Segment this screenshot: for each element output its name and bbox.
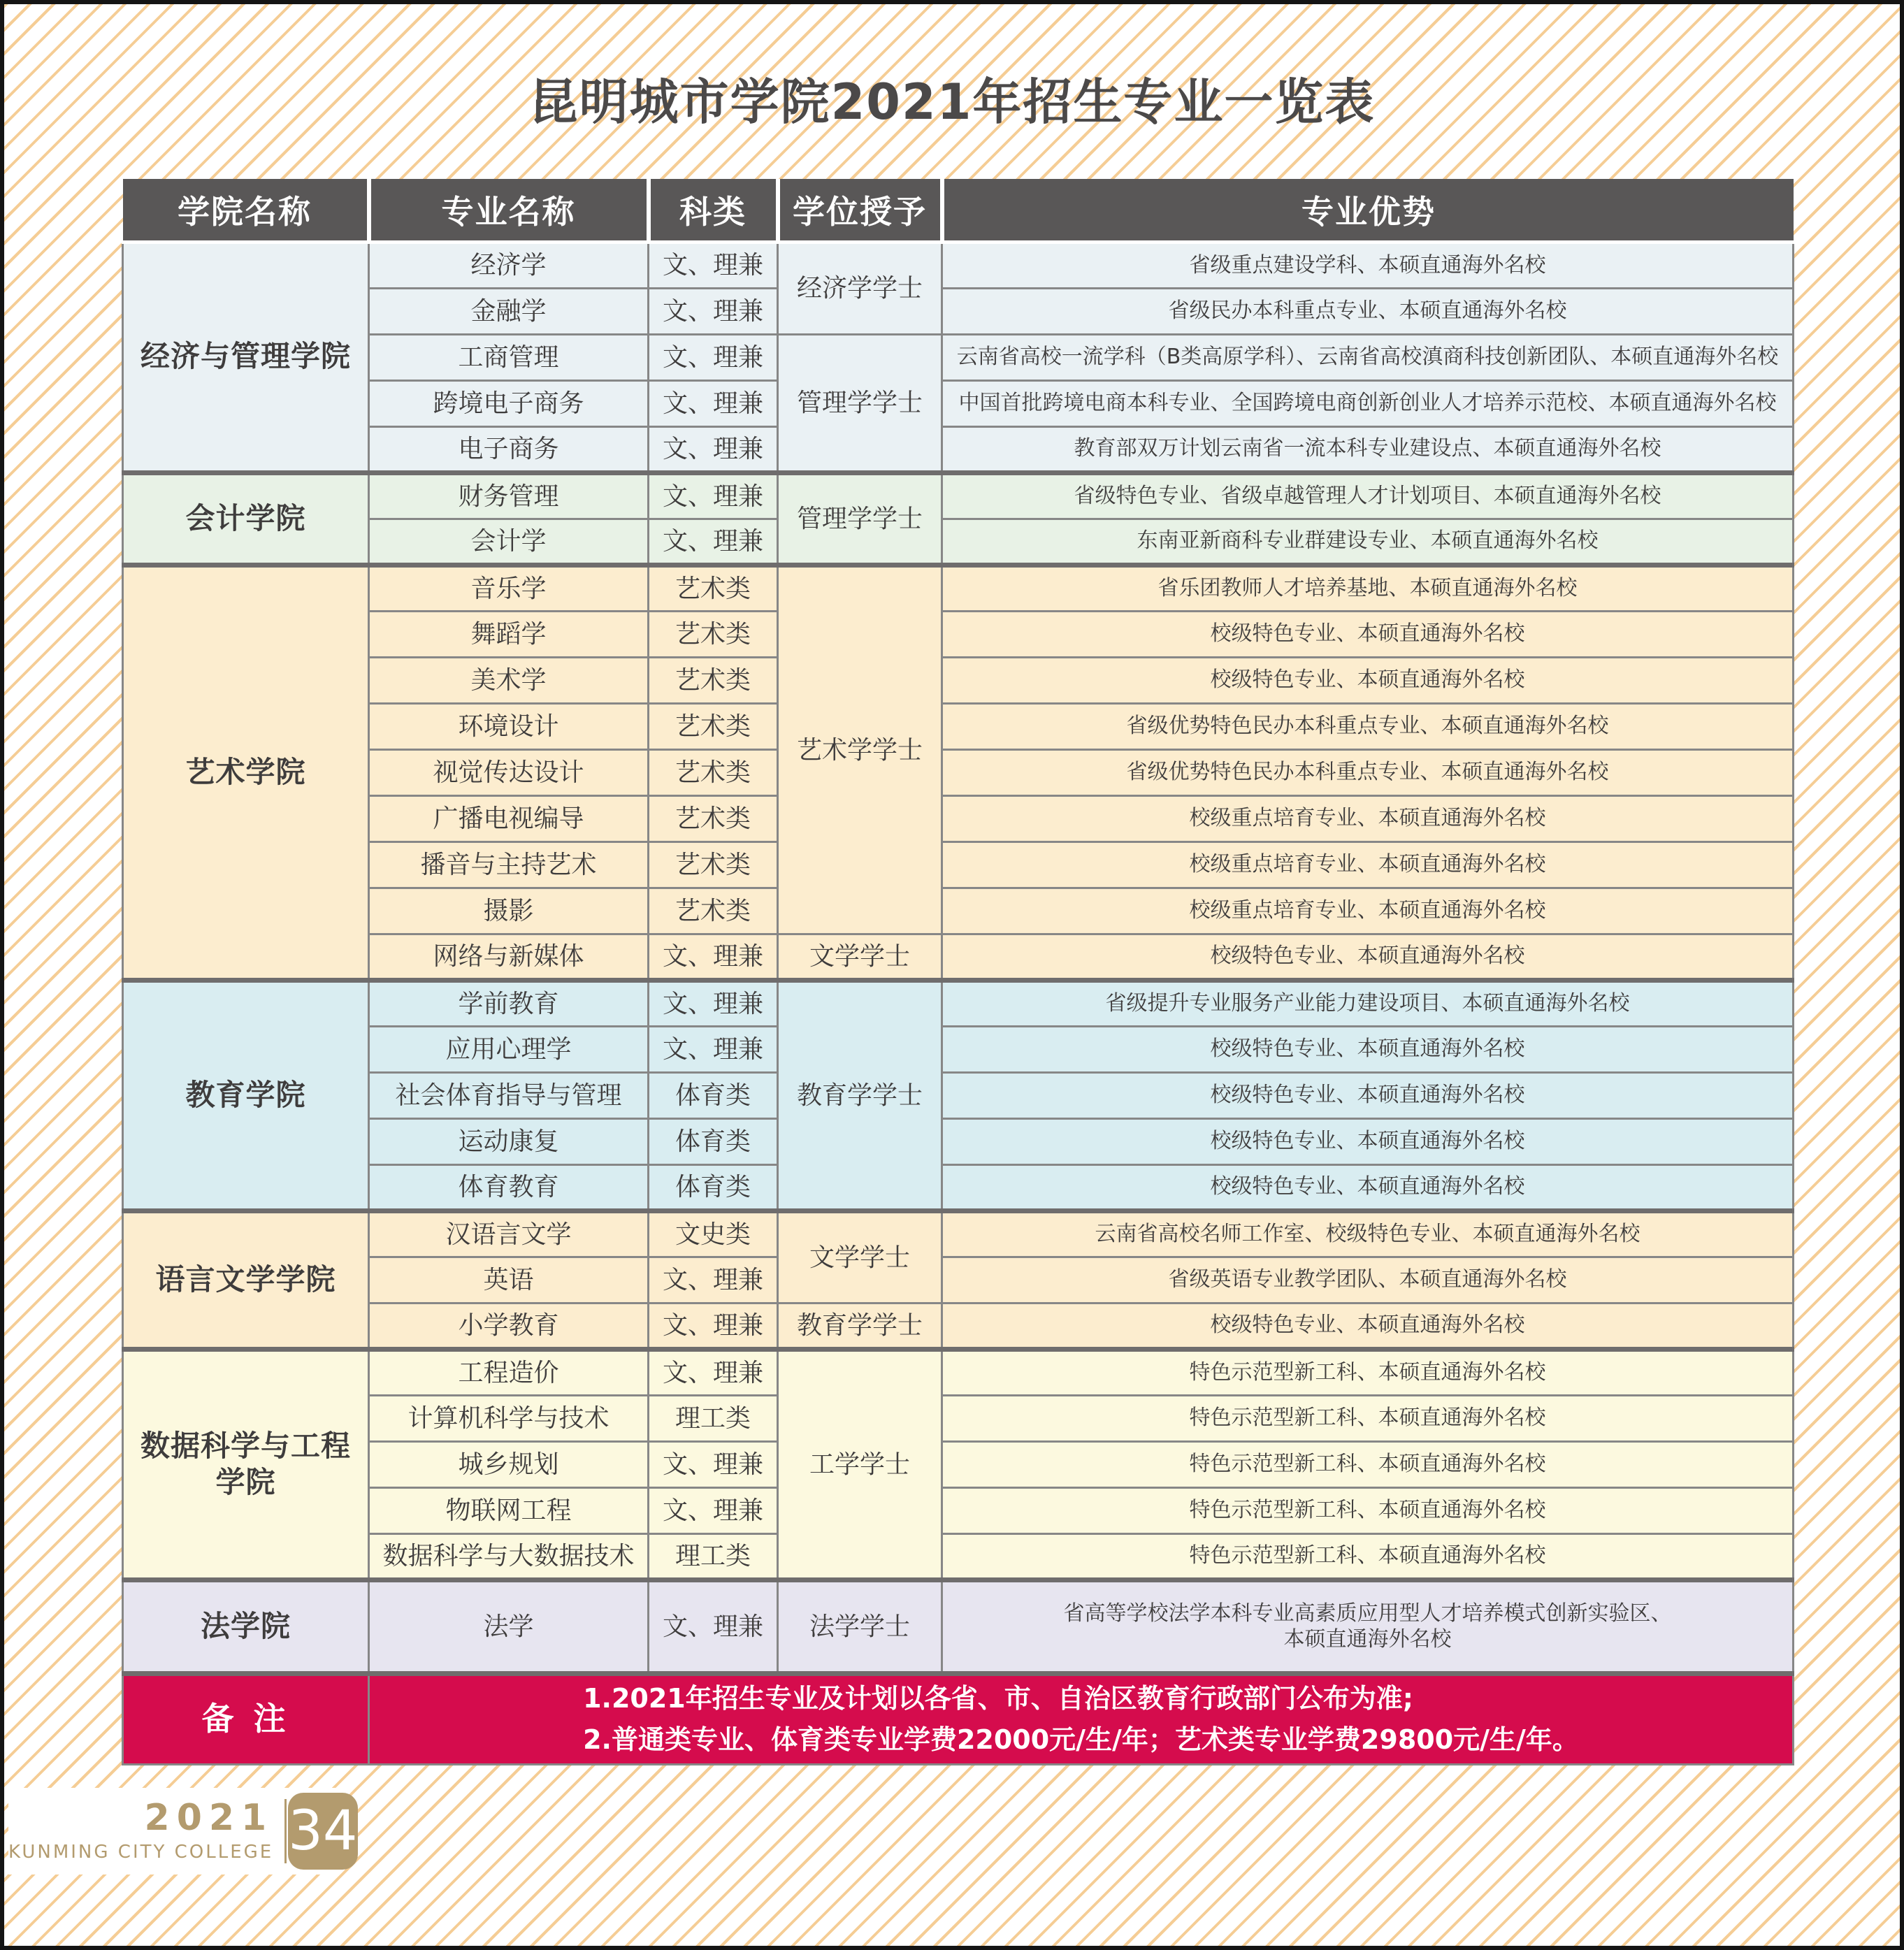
advantage-cell: 中国首批跨境电商本科专业、全国跨境电商创新创业人才培养示范校、本硕直通海外名校	[942, 380, 1794, 426]
page-number-badge: 34	[288, 1793, 357, 1870]
footer	[8, 1788, 358, 1875]
advantage-cell: 教育部双万计划云南省一流本科专业建设点、本硕直通海外名校	[942, 426, 1794, 472]
table-row	[123, 1072, 1794, 1118]
category-cell: 艺术类	[649, 842, 778, 888]
table-row	[123, 380, 1794, 426]
category-cell: 文、理兼	[649, 1441, 778, 1487]
college-cell: 艺术学院	[123, 565, 369, 980]
major-cell: 跨境电子商务	[369, 380, 649, 426]
advantage-cell: 校级特色专业、本硕直通海外名校	[942, 1303, 1794, 1349]
category-cell: 艺术类	[649, 703, 778, 749]
col-header-category: 科类	[649, 179, 778, 242]
degree-cell: 管理学学士	[778, 334, 942, 472]
advantage-cell: 校级重点培育专业、本硕直通海外名校	[942, 795, 1794, 842]
table-row	[123, 1257, 1794, 1303]
category-cell: 艺术类	[649, 795, 778, 842]
major-cell: 英语	[369, 1257, 649, 1303]
table-row	[123, 1349, 1794, 1395]
advantage-cell: 校级特色专业、本硕直通海外名校	[942, 1072, 1794, 1118]
advantage-cell: 校级特色专业、本硕直通海外名校	[942, 1026, 1794, 1072]
degree-cell: 文学学士	[778, 934, 942, 980]
major-cell: 法学	[369, 1580, 649, 1673]
advantage-cell: 特色示范型新工科、本硕直通海外名校	[942, 1487, 1794, 1533]
advantage-cell: 省级优势特色民办本科重点专业、本硕直通海外名校	[942, 749, 1794, 795]
category-cell: 文、理兼	[649, 472, 778, 519]
major-cell: 应用心理学	[369, 1026, 649, 1072]
category-cell: 艺术类	[649, 749, 778, 795]
remark-lines	[583, 1678, 1579, 1761]
category-cell: 文、理兼	[649, 1303, 778, 1349]
advantage-cell: 特色示范型新工科、本硕直通海外名校	[942, 1441, 1794, 1487]
table-row	[123, 1580, 1794, 1673]
advantage-cell: 省乐团教师人才培养基地、本硕直通海外名校	[942, 565, 1794, 611]
category-cell: 文、理兼	[649, 288, 778, 334]
advantage-cell: 云南省高校名师工作室、校级特色专业、本硕直通海外名校	[942, 1211, 1794, 1257]
advantage-cell: 校级特色专业、本硕直通海外名校	[942, 657, 1794, 703]
table-row	[123, 1164, 1794, 1211]
category-cell: 艺术类	[649, 565, 778, 611]
degree-cell: 经济学学士	[778, 242, 942, 334]
major-cell: 摄影	[369, 888, 649, 934]
major-cell: 电子商务	[369, 426, 649, 472]
table-row	[123, 611, 1794, 657]
category-cell: 文、理兼	[649, 519, 778, 565]
admissions-table	[122, 179, 1794, 1765]
category-cell: 文、理兼	[649, 426, 778, 472]
category-cell: 文、理兼	[649, 980, 778, 1026]
col-header-advantage: 专业优势	[942, 179, 1794, 242]
category-cell: 体育类	[649, 1118, 778, 1164]
degree-cell: 教育学学士	[778, 1303, 942, 1349]
advantage-cell: 省级英语专业教学团队、本硕直通海外名校	[942, 1257, 1794, 1303]
table-row	[123, 1395, 1794, 1441]
category-cell: 文、理兼	[649, 934, 778, 980]
college-cell: 会计学院	[123, 472, 369, 565]
table-row	[123, 795, 1794, 842]
page-title: 昆明城市学院2021年招生专业一览表	[528, 73, 1376, 131]
table-row	[123, 1303, 1794, 1349]
advantage-cell: 校级重点培育专业、本硕直通海外名校	[942, 888, 1794, 934]
category-cell: 文、理兼	[649, 1580, 778, 1673]
advantage-cell: 省级优势特色民办本科重点专业、本硕直通海外名校	[942, 703, 1794, 749]
category-cell: 文史类	[649, 1211, 778, 1257]
category-cell: 体育类	[649, 1164, 778, 1211]
table-head-row	[123, 179, 1794, 242]
major-cell: 汉语言文学	[369, 1211, 649, 1257]
table-row	[123, 1441, 1794, 1487]
degree-cell: 文学学士	[778, 1211, 942, 1303]
category-cell: 文、理兼	[649, 1026, 778, 1072]
major-cell: 播音与主持艺术	[369, 842, 649, 888]
advantage-cell: 校级特色专业、本硕直通海外名校	[942, 934, 1794, 980]
table-row	[123, 519, 1794, 565]
advantage-cell: 省级特色专业、省级卓越管理人才计划项目、本硕直通海外名校	[942, 472, 1794, 519]
table-row	[123, 1026, 1794, 1072]
col-header-degree: 学位授予	[778, 179, 942, 242]
advantage-cell: 云南省高校一流学科（B类高原学科）、云南省高校滇商科技创新团队、本硕直通海外名校	[942, 334, 1794, 380]
advantage-cell: 省级重点建设学科、本硕直通海外名校	[942, 242, 1794, 288]
table-row	[123, 472, 1794, 519]
category-cell: 理工类	[649, 1533, 778, 1580]
remark-content	[369, 1673, 1794, 1764]
admissions-table-wrap	[122, 179, 1792, 1765]
table-row	[123, 1533, 1794, 1580]
college-cell: 语言文学学院	[123, 1211, 369, 1349]
remark-line: 2.普通类专业、体育类专业学费22000元/生/年；艺术类专业学费29800元/生/年。	[583, 1724, 1579, 1755]
category-cell: 文、理兼	[649, 334, 778, 380]
remark-line: 1.2021年招生专业及计划以各省、市、自治区教育行政部门公布为准;	[583, 1683, 1413, 1714]
major-cell: 计算机科学与技术	[369, 1395, 649, 1441]
advantage-cell: 校级重点培育专业、本硕直通海外名校	[942, 842, 1794, 888]
col-header-major: 专业名称	[369, 179, 649, 242]
major-cell: 美术学	[369, 657, 649, 703]
remark-label: 备 注	[123, 1673, 369, 1764]
major-cell: 金融学	[369, 288, 649, 334]
major-cell: 小学教育	[369, 1303, 649, 1349]
table-row	[123, 749, 1794, 795]
major-cell: 环境设计	[369, 703, 649, 749]
category-cell: 艺术类	[649, 611, 778, 657]
major-cell: 体育教育	[369, 1164, 649, 1211]
major-cell: 财务管理	[369, 472, 649, 519]
table-row	[123, 703, 1794, 749]
major-cell: 舞蹈学	[369, 611, 649, 657]
remark-row	[123, 1673, 1794, 1764]
major-cell: 物联网工程	[369, 1487, 649, 1533]
table-body	[123, 242, 1794, 1764]
table-row	[123, 657, 1794, 703]
major-cell: 经济学	[369, 242, 649, 288]
major-cell: 学前教育	[369, 980, 649, 1026]
category-cell: 艺术类	[649, 888, 778, 934]
advantage-cell: 校级特色专业、本硕直通海外名校	[942, 611, 1794, 657]
major-cell: 运动康复	[369, 1118, 649, 1164]
table-row	[123, 842, 1794, 888]
degree-cell: 工学学士	[778, 1349, 942, 1580]
advantage-cell: 校级特色专业、本硕直通海外名校	[942, 1164, 1794, 1211]
major-cell: 工商管理	[369, 334, 649, 380]
category-cell: 艺术类	[649, 657, 778, 703]
major-cell: 数据科学与大数据技术	[369, 1533, 649, 1580]
category-cell: 文、理兼	[649, 242, 778, 288]
category-cell: 文、理兼	[649, 1487, 778, 1533]
category-cell: 文、理兼	[649, 380, 778, 426]
degree-cell: 管理学学士	[778, 472, 942, 565]
table-row	[123, 980, 1794, 1026]
major-cell: 视觉传达设计	[369, 749, 649, 795]
table-row	[123, 334, 1794, 380]
table-row	[123, 1211, 1794, 1257]
advantage-cell: 特色示范型新工科、本硕直通海外名校	[942, 1533, 1794, 1580]
category-cell: 体育类	[649, 1072, 778, 1118]
advantage-cell: 特色示范型新工科、本硕直通海外名校	[942, 1349, 1794, 1395]
major-cell: 城乡规划	[369, 1441, 649, 1487]
table-row	[123, 888, 1794, 934]
advantage-cell: 省高等学校法学本科专业高素质应用型人才培养模式创新实验区、 本硕直通海外名校	[942, 1580, 1794, 1673]
major-cell: 社会体育指导与管理	[369, 1072, 649, 1118]
table-row	[123, 1487, 1794, 1533]
table-row	[123, 426, 1794, 472]
major-cell: 音乐学	[369, 565, 649, 611]
degree-cell: 法学学士	[778, 1580, 942, 1673]
major-cell: 会计学	[369, 519, 649, 565]
advantage-cell: 省级民办本科重点专业、本硕直通海外名校	[942, 288, 1794, 334]
degree-cell: 艺术学学士	[778, 565, 942, 934]
table-row	[123, 242, 1794, 288]
advantage-cell: 东南亚新商科专业群建设专业、本硕直通海外名校	[942, 519, 1794, 565]
college-cell: 数据科学与工程学院	[123, 1349, 369, 1580]
college-cell: 经济与管理学院	[123, 242, 369, 472]
col-header-college: 学院名称	[123, 179, 369, 242]
advantage-cell: 校级特色专业、本硕直通海外名校	[942, 1118, 1794, 1164]
advantage-cell: 特色示范型新工科、本硕直通海外名校	[942, 1395, 1794, 1441]
college-cell: 教育学院	[123, 980, 369, 1211]
advantage-cell: 省级提升专业服务产业能力建设项目、本硕直通海外名校	[942, 980, 1794, 1026]
college-cell: 法学院	[123, 1580, 369, 1673]
table-row	[123, 934, 1794, 980]
major-cell: 工程造价	[369, 1349, 649, 1395]
category-cell: 文、理兼	[649, 1257, 778, 1303]
footer-college-name-en: KUNMING CITY COLLEGE	[8, 1842, 274, 1863]
major-cell: 广播电视编导	[369, 795, 649, 842]
category-cell: 文、理兼	[649, 1349, 778, 1395]
footer-year: 2021	[144, 1797, 274, 1839]
table-row	[123, 1118, 1794, 1164]
footer-text-block	[8, 1799, 287, 1863]
table-row	[123, 565, 1794, 611]
degree-cell: 教育学学士	[778, 980, 942, 1211]
table-row	[123, 288, 1794, 334]
category-cell: 理工类	[649, 1395, 778, 1441]
major-cell: 网络与新媒体	[369, 934, 649, 980]
